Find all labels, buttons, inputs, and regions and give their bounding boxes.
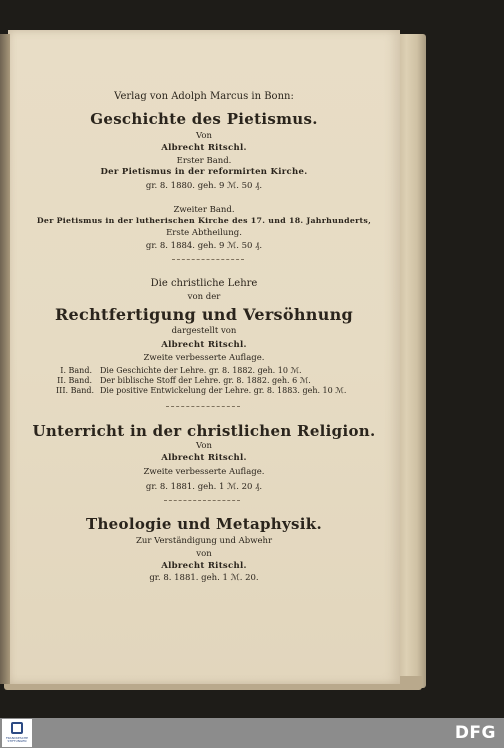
volume-number: II. Band. — [57, 376, 92, 385]
book1-vol1-label: Erster Band. — [176, 156, 232, 166]
book1-vol1-title: Der Pietismus in der reformirten Kirche. — [100, 167, 308, 177]
book3-info: gr. 8. 1881. geh. 1 ℳ. 20 ₰. — [145, 482, 263, 492]
book4-info: gr. 8. 1881. geh. 1 ℳ. 20. — [149, 573, 259, 583]
book1-von: Von — [196, 131, 212, 141]
divider-1 — [172, 259, 244, 260]
publisher-line: Verlag von Adolph Marcus in Bonn: — [114, 91, 294, 102]
book2-line1: Die christliche Lehre — [150, 278, 258, 289]
institution-logo[interactable] — [2, 719, 32, 747]
book3-edition: Zweite verbesserte Auflage. — [143, 467, 265, 477]
book1-vol2-title: Der Pietismus in der lutherischen Kirche des 17. und 18. Jahrhunderts, — [36, 216, 372, 225]
book3-author: Albrecht Ritschl. — [161, 453, 247, 463]
book1-vol2-info: gr. 8. 1884. geh. 9 ℳ. 50 ₰. — [145, 241, 263, 251]
viewer-footer-bar — [0, 718, 504, 748]
book1-title: Geschichte des Pietismus. — [90, 110, 318, 128]
volume-text: Die Geschichte der Lehre. gr. 8. 1882. geh. 10 ℳ. — [100, 366, 302, 375]
page-content — [8, 30, 400, 684]
book4-author: Albrecht Ritschl. — [161, 561, 247, 571]
logo-text: FRANCKESCHE STIFTUNGEN — [5, 736, 29, 744]
book2-author: Albrecht Ritschl. — [161, 340, 247, 350]
book2-volume-row — [56, 386, 386, 395]
book2-volume-row — [56, 376, 386, 385]
book1-vol2-label: Zweiter Band. — [173, 205, 235, 215]
book3-title: Unterricht in der christlichen Religion. — [32, 422, 376, 440]
book2-edition: Zweite verbesserte Auflage. — [143, 353, 265, 363]
book2-line3: dargestellt von — [171, 326, 237, 336]
book1-author: Albrecht Ritschl. — [161, 143, 247, 153]
divider-2 — [166, 406, 240, 407]
logo-mark-icon — [11, 722, 23, 734]
volume-text: Der biblische Stoff der Lehre. gr. 8. 1882. geh. 6 ℳ. — [100, 376, 311, 385]
book2-line2: von der — [187, 292, 221, 302]
book-page-edges — [396, 34, 426, 688]
book1-vol2-sub: Erste Abtheilung. — [166, 228, 242, 238]
volume-number: III. Band. — [56, 386, 95, 395]
book3-von: Von — [196, 441, 212, 451]
book4-title: Theologie und Metaphysik. — [86, 515, 322, 533]
dfg-logo[interactable]: DFG — [454, 723, 496, 743]
divider-3 — [164, 500, 240, 501]
book2-volume-row — [56, 366, 386, 375]
book4-subtitle: Zur Verständigung und Abwehr — [135, 536, 273, 546]
book2-title: Rechtfertigung und Versöhnung — [54, 305, 354, 324]
book1-vol1-info: gr. 8. 1880. geh. 9 ℳ. 50 ₰. — [145, 181, 263, 191]
volume-text: Die positive Entwickelung der Lehre. gr. 8. 1883. geh. 10 ℳ. — [100, 386, 347, 395]
volume-number: I. Band. — [60, 366, 92, 375]
book4-von: von — [196, 549, 212, 559]
